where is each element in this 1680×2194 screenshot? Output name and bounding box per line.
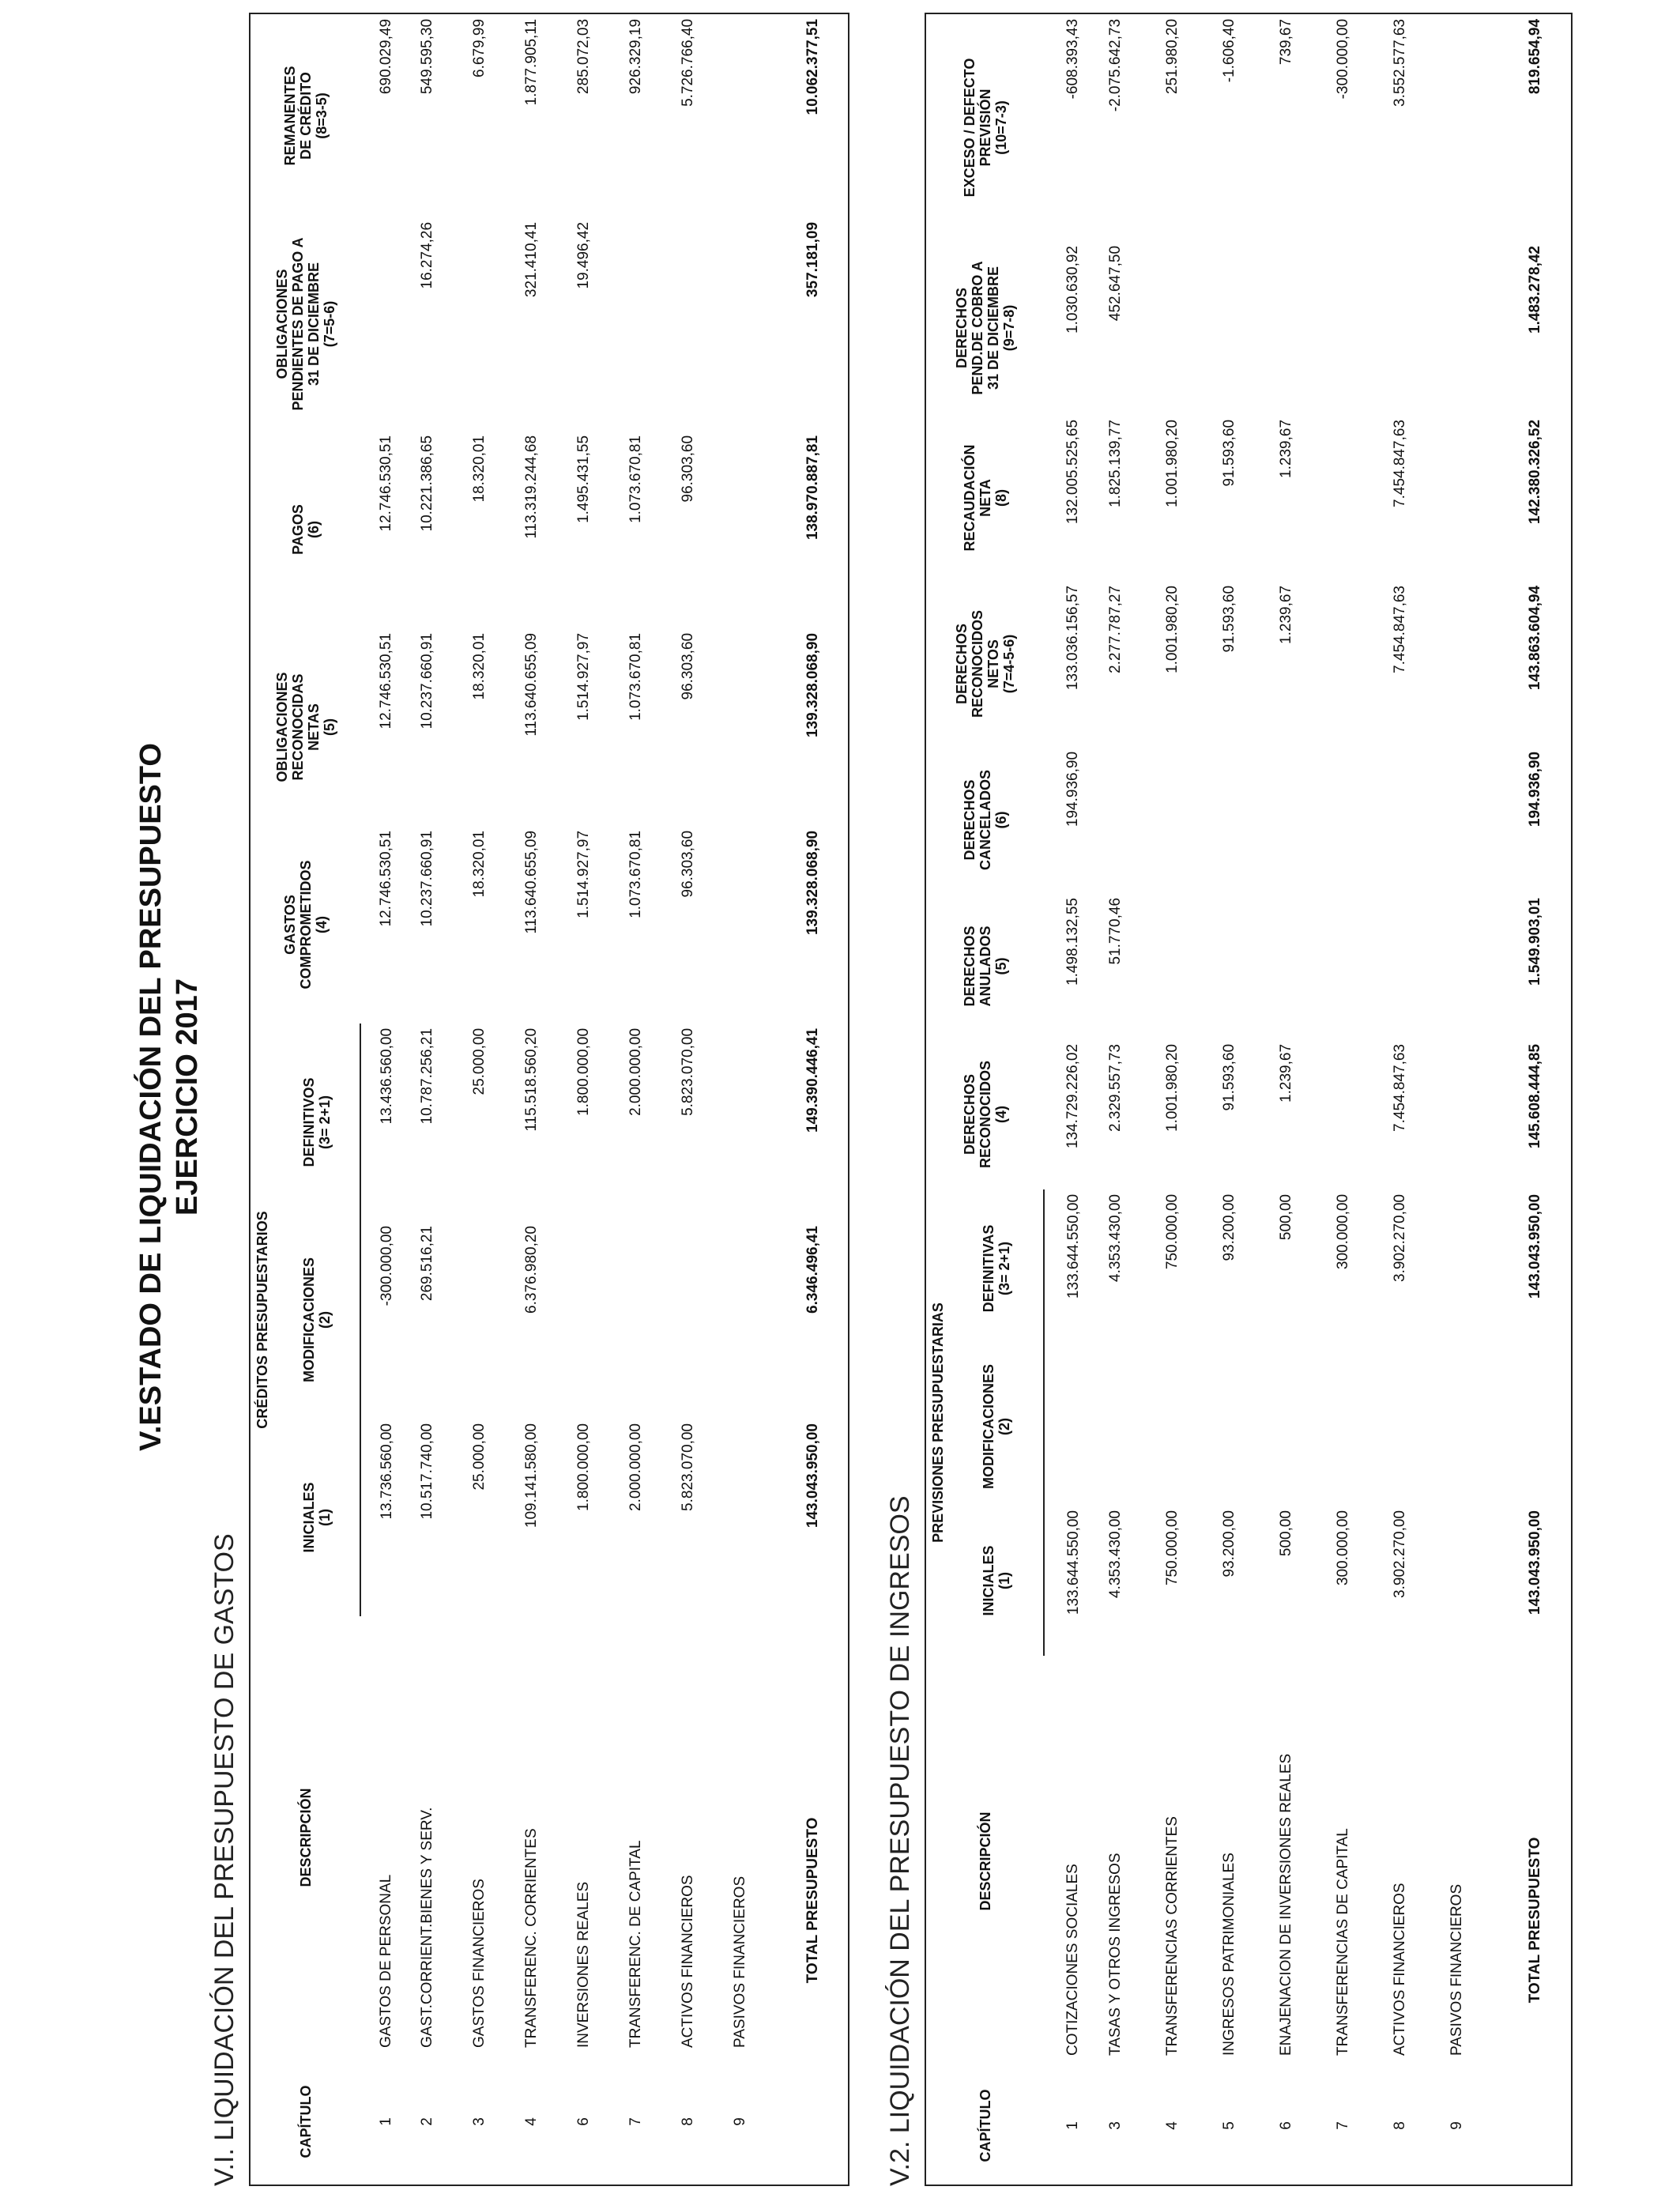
- cell-c7: 321.410,41: [523, 221, 540, 298]
- document-title: [133, 0, 205, 2194]
- cell-c2: [1442, 1348, 1499, 1506]
- cell-c9: [1158, 241, 1215, 415]
- cell-capitulo: 4: [1164, 2121, 1181, 2130]
- cell-c4: 7.454.847,63: [1392, 1043, 1408, 1132]
- cell-c7: 1.239,67: [1278, 585, 1294, 644]
- cell-descripcion: ENAJENACION DE INVERSIONES REALES: [1278, 1753, 1294, 2056]
- cell-c10: 739,67: [1278, 18, 1294, 66]
- cell-capitulo: 5: [1221, 2121, 1237, 2130]
- gastos-header-obligaciones: OBLIGACIONES RECONOCIDAS NETAS (5): [273, 672, 337, 782]
- total-c8: 10.062.377,51: [804, 18, 821, 115]
- cell-c5: [725, 628, 778, 826]
- cell-c5: [1271, 893, 1328, 1039]
- cell-c4: 113.640.655,09: [523, 830, 540, 934]
- cell-c6: [1215, 747, 1271, 893]
- ingresos-table: [925, 13, 1573, 2186]
- cell-descripcion: PASIVOS FINANCIEROS: [732, 1875, 748, 2048]
- cell-c5: [1215, 893, 1271, 1039]
- cell-c1: [1442, 1506, 1499, 1656]
- cell-c10: -608.393,43: [1064, 18, 1081, 100]
- cell-c7: [621, 217, 673, 431]
- cell-capitulo: 9: [732, 2117, 748, 2126]
- cell-c8: 1.239,67: [1278, 419, 1294, 478]
- cell-c2: [621, 1221, 673, 1419]
- cell-c1: 10.517.740,00: [419, 1423, 435, 1520]
- cell-c2: [1271, 1348, 1328, 1506]
- ingresos-header-netos: DERECHOS RECONOCIDOS NETOS (7=4-5-6): [953, 609, 1017, 718]
- cell-c2: [465, 1221, 517, 1419]
- table-row: [569, 13, 621, 2185]
- cell-c8: 132.005.525,65: [1064, 419, 1081, 525]
- cell-c2: [673, 1221, 725, 1419]
- cell-c5: 96.303,60: [680, 632, 696, 700]
- cell-c8: 926.329,19: [627, 18, 644, 95]
- table-row: [621, 13, 673, 2185]
- cell-c5: [1328, 893, 1385, 1039]
- cell-c5: 1.498.132,55: [1064, 897, 1081, 986]
- cell-c7: 7.454.847,63: [1392, 585, 1408, 673]
- cell-c10: -2.075.642,73: [1107, 18, 1124, 112]
- cell-c3: 2.000.000,00: [627, 1027, 644, 1116]
- cell-c6: 1.073.670,81: [627, 435, 644, 523]
- cell-c6: 96.303,60: [680, 435, 696, 503]
- gastos-header-pendientes: OBLIGACIONES PENDIENTES DE PAGO A 31 DE DICIEMBRE (7=5-6): [273, 237, 337, 411]
- table-row: [1101, 13, 1158, 2185]
- ingresos-header-definitivas: DEFINITIVAS (3= 2+1): [949, 1189, 1044, 1348]
- cell-c8: 6.679,99: [471, 18, 488, 77]
- cell-capitulo: 2: [419, 2117, 435, 2126]
- cell-descripcion: TASAS Y OTROS INGRESOS: [1107, 1853, 1124, 2056]
- cell-c6: [1101, 747, 1158, 893]
- cell-c5: 51.770,46: [1107, 897, 1124, 965]
- cell-c2: [569, 1221, 621, 1419]
- table-row: [725, 13, 778, 2185]
- cell-descripcion: TRANSFERENCIAS CORRIENTES: [1164, 1816, 1181, 2056]
- cell-c8: [1442, 415, 1499, 581]
- cell-descripcion: COTIZACIONES SOCIALES: [1064, 1864, 1081, 2056]
- cell-c3: 25.000,00: [471, 1027, 488, 1095]
- cell-capitulo: 1: [378, 2117, 394, 2126]
- cell-c1: 1.800.000,00: [575, 1423, 592, 1511]
- cell-c9: 1.030.630,92: [1064, 245, 1081, 334]
- cell-c7: [673, 217, 725, 431]
- cell-c2: [1101, 1348, 1158, 1506]
- total-c1: 143.043.950,00: [804, 1423, 821, 1529]
- cell-c3: [725, 1023, 778, 1221]
- gastos-header-iniciales: INICIALES (1): [273, 1419, 360, 1616]
- cell-c8: [1328, 415, 1385, 581]
- cell-descripcion: GAST.CORRIENT.BIENES Y SERV.: [419, 1807, 435, 2048]
- cell-c7: 1.001.980,20: [1164, 585, 1181, 673]
- total-c6: 194.936,90: [1526, 751, 1543, 827]
- cell-c2: [1158, 1348, 1215, 1506]
- cell-c7: [360, 217, 412, 431]
- cell-c9: [1328, 241, 1385, 415]
- gastos-header-group: CRÉDITOS PRESUPUESTARIOS: [254, 1211, 270, 1429]
- cell-c3: 3.902.270,00: [1392, 1193, 1408, 1282]
- total-label: TOTAL PRESUPUESTO: [804, 1817, 821, 1984]
- cell-c8: 690.029,49: [378, 18, 394, 95]
- cell-c4: 10.237.660,91: [419, 830, 435, 927]
- gastos-header-modificaciones: MODIFICACIONES (2): [273, 1221, 360, 1419]
- cell-c9: [1442, 241, 1499, 415]
- cell-c3: 1.800.000,00: [575, 1027, 592, 1116]
- cell-c8: 1.001.980,20: [1164, 419, 1181, 507]
- cell-capitulo: 6: [575, 2117, 592, 2126]
- cell-c8: 7.454.847,63: [1392, 419, 1408, 507]
- cell-c10: -300.000,00: [1335, 18, 1351, 100]
- cell-descripcion: ACTIVOS FINANCIEROS: [680, 1875, 696, 2048]
- cell-c7: [1442, 581, 1499, 747]
- cell-c6: 194.936,90: [1064, 751, 1081, 827]
- cell-c10: 3.552.577,63: [1392, 18, 1408, 107]
- table-row: [1044, 13, 1101, 2185]
- gastos-header-definitivos: DEFINITIVOS (3= 2+1): [273, 1023, 360, 1221]
- ingresos-header-iniciales: INICIALES (1): [949, 1506, 1044, 1656]
- cell-c1: 13.736.560,00: [379, 1423, 395, 1520]
- cell-c3: 500,00: [1278, 1193, 1294, 1241]
- cell-c8: 285.072,03: [575, 18, 592, 95]
- table-row: [1385, 13, 1442, 2185]
- title-line-2: EJERCICIO 2017: [171, 978, 204, 1216]
- cell-c5: 18.320,01: [471, 632, 488, 700]
- cell-c3: 750.000,00: [1164, 1193, 1181, 1270]
- cell-capitulo: 9: [1448, 2121, 1465, 2130]
- cell-c7: 133.036.156,57: [1064, 585, 1081, 691]
- cell-c6: [1271, 747, 1328, 893]
- total-c2: 6.346.496,41: [804, 1226, 821, 1314]
- cell-c1: 2.000.000,00: [627, 1423, 644, 1511]
- cell-descripcion: INVERSIONES REALES: [575, 1881, 592, 2048]
- gastos-header-comprometidos: GASTOS COMPROMETIDOS (4): [281, 860, 330, 990]
- total-c2: [1499, 1348, 1572, 1506]
- cell-c8: 5.726.766,40: [680, 18, 696, 107]
- cell-c3: 4.353.430,00: [1107, 1193, 1124, 1282]
- cell-c7: [1328, 581, 1385, 747]
- title-line-1: V.ESTADO DE LIQUIDACIÓN DEL PRESUPUESTO: [134, 743, 168, 1451]
- cell-capitulo: 6: [1278, 2121, 1294, 2130]
- table-row: [1442, 13, 1499, 2185]
- cell-descripcion: TRANSFERENC. DE CAPITAL: [627, 1840, 644, 2048]
- cell-c4: [725, 826, 778, 1023]
- cell-c3: 10.787.256,21: [419, 1027, 435, 1125]
- cell-c1: 5.823.070,00: [680, 1423, 696, 1511]
- cell-c5: [1158, 893, 1215, 1039]
- cell-capitulo: 1: [1064, 2121, 1081, 2130]
- cell-c3: 133.644.550,00: [1065, 1193, 1082, 1299]
- cell-c6: [725, 431, 778, 628]
- cell-c7: [465, 217, 517, 431]
- cell-c6: [1328, 747, 1385, 893]
- cell-c4: 1.073.670,81: [627, 830, 644, 918]
- cell-c8: 91.593,60: [1221, 419, 1237, 487]
- cell-c5: 1.514.927,97: [575, 632, 592, 721]
- cell-c6: 12.746.530,51: [378, 435, 394, 532]
- cell-c1: [725, 1419, 778, 1616]
- cell-c5: [1385, 893, 1442, 1039]
- cell-c1: 133.644.550,00: [1065, 1510, 1082, 1615]
- cell-c4: 18.320,01: [471, 830, 488, 898]
- cell-c8: 1.877.905,11: [523, 18, 540, 106]
- total-c9: 1.483.278,42: [1526, 245, 1543, 334]
- cell-c1: 750.000,00: [1164, 1510, 1181, 1586]
- cell-c9: [1271, 241, 1328, 415]
- cell-c2: [1328, 1348, 1385, 1506]
- table-row: [1158, 13, 1215, 2185]
- cell-c7: 2.277.787,27: [1107, 585, 1124, 673]
- cell-c8: [725, 13, 778, 217]
- cell-c9: [1385, 241, 1442, 415]
- table-row: [517, 13, 569, 2185]
- ingresos-section-title: V.2. LIQUIDACIÓN DEL PRESUPUESTO DE INGRESOS: [885, 1495, 915, 2186]
- cell-c3: 300.000,00: [1335, 1193, 1351, 1270]
- cell-c1: 93.200,00: [1221, 1510, 1237, 1578]
- total-c4: 139.328.068,90: [804, 830, 821, 936]
- ingresos-header-capitulo: CAPÍTULO: [977, 2089, 993, 2162]
- cell-c1: 300.000,00: [1335, 1510, 1351, 1586]
- cell-capitulo: 4: [523, 2117, 540, 2126]
- cell-c4: 12.746.530,51: [378, 830, 394, 927]
- cell-descripcion: INGRESOS PATRIMONIALES: [1221, 1853, 1237, 2056]
- cell-c6: 113.319.244,68: [523, 435, 540, 539]
- ingresos-header-exceso: EXCESO / DEFECTO PREVISIÓN (10=7-3): [961, 58, 1009, 198]
- cell-c6: [1385, 747, 1442, 893]
- cell-c4: 1.239,67: [1278, 1043, 1294, 1103]
- cell-c1: 109.141.580,00: [523, 1423, 540, 1529]
- cell-c6: 1.495.431,55: [575, 435, 592, 523]
- cell-c6: [1158, 747, 1215, 893]
- cell-capitulo: 7: [627, 2117, 644, 2126]
- table-row: [673, 13, 725, 2185]
- cell-descripcion: GASTOS DE PERSONAL: [378, 1874, 394, 2048]
- ingresos-header-anulados: DERECHOS ANULADOS (5): [961, 925, 1009, 1007]
- cell-c8: 549.595,30: [419, 18, 435, 95]
- cell-c4: 1.514.927,97: [575, 830, 592, 918]
- cell-c6: 18.320,01: [471, 435, 488, 503]
- gastos-section-title: V.I. LIQUIDACIÓN DEL PRESUPUESTO DE GASTOS: [209, 1533, 239, 2186]
- cell-c7: 91.593,60: [1221, 585, 1237, 653]
- gastos-header-remanentes: REMANENTES DE CRÉDITO (8=3-5): [281, 66, 330, 166]
- cell-c5: 1.073.670,81: [627, 632, 644, 721]
- ingresos-header-modificaciones: MODIFICACIONES (2): [949, 1348, 1044, 1506]
- cell-c1: 25.000,00: [471, 1423, 488, 1491]
- gastos-header-descripcion: DESCRIPCIÓN: [297, 1788, 314, 1887]
- ingresos-header-cancelados: DERECHOS CANCELADOS (6): [961, 769, 1009, 870]
- cell-c2: [1385, 1348, 1442, 1506]
- total-c3: 149.390.446,41: [804, 1027, 821, 1133]
- cell-c9: [1215, 241, 1271, 415]
- total-c5: 1.549.903,01: [1526, 897, 1543, 986]
- cell-c6: 10.221.386,65: [419, 435, 435, 532]
- ingresos-header-descripcion: DESCRIPCIÓN: [977, 1811, 993, 1911]
- cell-descripcion: PASIVOS FINANCIEROS: [1448, 1883, 1465, 2056]
- cell-c3: 93.200,00: [1221, 1193, 1237, 1261]
- cell-c5: [1442, 893, 1499, 1039]
- gastos-table: [249, 13, 849, 2186]
- total-row: [778, 13, 849, 2185]
- cell-c4: 134.729.226,02: [1064, 1043, 1081, 1149]
- cell-c4: 91.593,60: [1221, 1043, 1237, 1111]
- total-c8: 142.380.326,52: [1526, 419, 1543, 525]
- cell-c3: 5.823.070,00: [680, 1027, 696, 1116]
- cell-c10: -1.606,40: [1221, 18, 1237, 83]
- total-c3: 143.043.950,00: [1526, 1193, 1543, 1299]
- cell-c2: [1215, 1348, 1271, 1506]
- cell-c4: [1328, 1039, 1385, 1189]
- total-row: [1499, 13, 1572, 2185]
- cell-c4: [1442, 1039, 1499, 1189]
- cell-c4: 1.001.980,20: [1164, 1043, 1181, 1132]
- cell-c9: 452.647,50: [1107, 245, 1124, 322]
- table-row: [1215, 13, 1271, 2185]
- cell-c2: 6.376.980,20: [523, 1226, 540, 1314]
- cell-c4: 2.329.557,73: [1107, 1043, 1124, 1132]
- table-row: [1271, 13, 1328, 2185]
- cell-c10: [1442, 13, 1499, 241]
- ingresos-header-reconocidos: DERECHOS RECONOCIDOS (4): [961, 1060, 1009, 1168]
- cell-descripcion: ACTIVOS FINANCIEROS: [1392, 1883, 1408, 2056]
- cell-capitulo: 8: [680, 2117, 696, 2126]
- cell-c4: 96.303,60: [680, 830, 696, 898]
- cell-capitulo: 8: [1392, 2121, 1408, 2130]
- cell-capitulo: 7: [1335, 2121, 1351, 2130]
- total-c7: 357.181,09: [804, 221, 821, 298]
- total-c10: 819.654,94: [1526, 18, 1543, 95]
- cell-descripcion: GASTOS FINANCIEROS: [471, 1879, 488, 2048]
- gastos-header-pagos: PAGOS (6): [289, 504, 322, 555]
- ingresos-header-group: PREVISIONES PRESUPUESTARIAS: [929, 1302, 946, 1543]
- total-c7: 143.863.604,94: [1526, 585, 1543, 691]
- cell-c3: 13.436.560,00: [379, 1027, 395, 1125]
- cell-descripcion: TRANSFERENC. CORRIENTES: [523, 1828, 540, 2048]
- cell-c2: -300.000,00: [379, 1226, 395, 1306]
- total-c4: 145.608.444,85: [1526, 1043, 1543, 1149]
- ingresos-header-pendcobro: DERECHOS PEND.DE COBRO A 31 DE DICIEMBRE (9=7-8): [953, 261, 1017, 395]
- total-label: TOTAL PRESUPUESTO: [1526, 1837, 1543, 2004]
- total-c5: 139.328.068,90: [804, 632, 821, 738]
- cell-capitulo: 3: [1107, 2121, 1124, 2130]
- ingresos-header-recaudacion: RECAUDACIÓN NETA (8): [961, 444, 1009, 552]
- total-c1: 143.043.950,00: [1526, 1510, 1543, 1615]
- cell-c2: [725, 1221, 778, 1419]
- cell-c10: 251.980,20: [1164, 18, 1181, 95]
- table-row: [360, 13, 412, 2185]
- table-row: [412, 13, 465, 2185]
- cell-c2: [1044, 1348, 1101, 1506]
- cell-c1: 4.353.430,00: [1107, 1510, 1124, 1598]
- table-row: [465, 13, 517, 2185]
- gastos-header-capitulo: CAPÍTULO: [297, 2085, 314, 2158]
- cell-c3: 115.518.560,20: [523, 1027, 540, 1132]
- cell-c7: 16.274,26: [419, 221, 435, 289]
- cell-descripcion: TRANSFERENCIAS DE CAPITAL: [1335, 1828, 1351, 2056]
- total-c6: 138.970.887,81: [804, 435, 821, 541]
- cell-c5: 10.237.660,91: [419, 632, 435, 729]
- cell-c1: 3.902.270,00: [1392, 1510, 1408, 1598]
- cell-c5: 12.746.530,51: [378, 632, 394, 729]
- cell-c7: 19.496,42: [575, 221, 592, 289]
- cell-c5: 113.640.655,09: [523, 632, 540, 737]
- cell-c3: [1442, 1189, 1499, 1348]
- cell-capitulo: 3: [471, 2117, 488, 2126]
- cell-c7: [725, 217, 778, 431]
- cell-c1: 500,00: [1278, 1510, 1294, 1557]
- table-row: [1328, 13, 1385, 2185]
- cell-c2: 269.516,21: [419, 1226, 435, 1302]
- cell-c6: [1442, 747, 1499, 893]
- cell-c8: 1.825.139,77: [1107, 419, 1124, 507]
